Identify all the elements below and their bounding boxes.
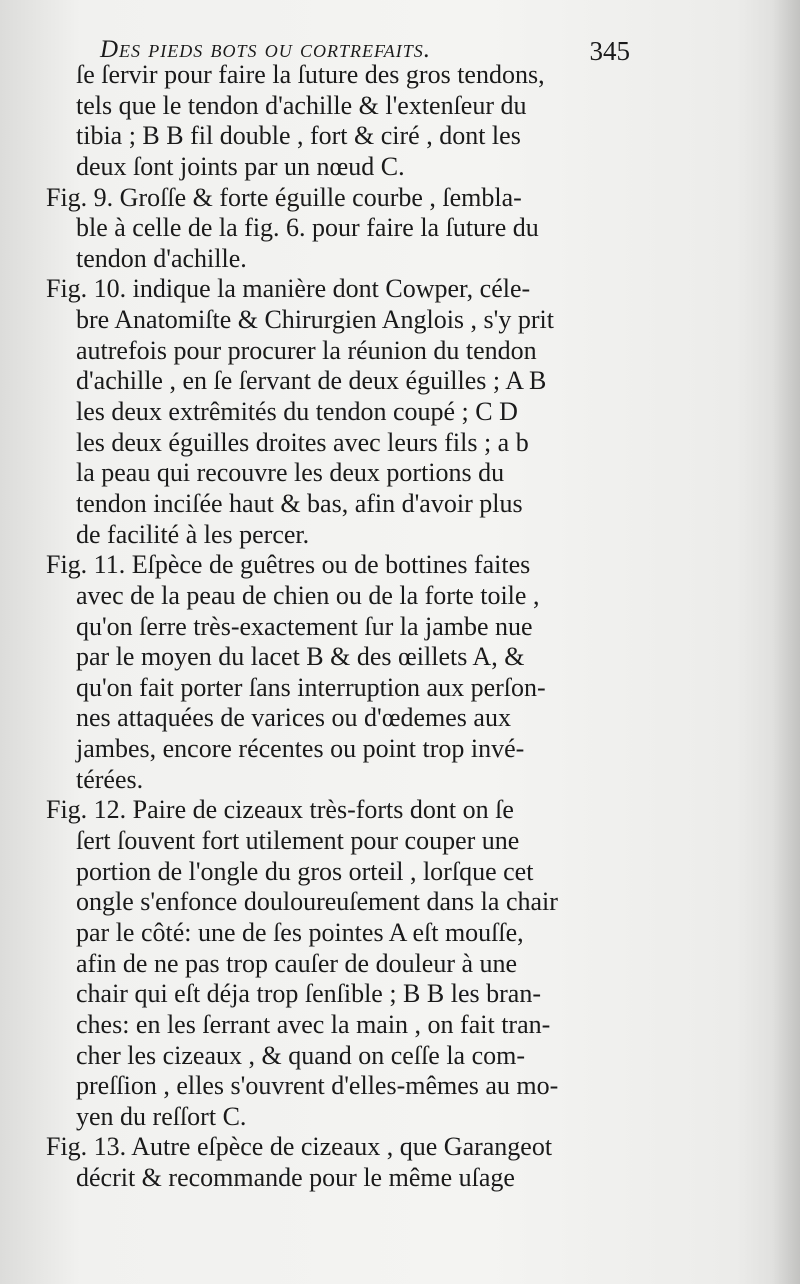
text-line: yen du reſſort C. — [76, 1101, 247, 1131]
text-line: ble à celle de la fig. 6. pour faire la ſuture du — [76, 213, 539, 243]
text-line: tibia ; B B fil double , fort & ciré , dont les — [76, 121, 521, 151]
text-line: tendon d'achille. — [76, 243, 247, 273]
text-line: portion de l'ongle du gros orteil , lorſque cet — [76, 856, 534, 886]
text-line: qu'on ſerre très-exactement ſur la jambe nue — [76, 611, 533, 641]
text-line: ches: en les ſerrant avec la main , on fait tran- — [76, 1009, 551, 1039]
text-line: nes attaquées de varices ou d'œdemes aux — [76, 703, 511, 733]
text-line: tendon inciſée haut & bas, afin d'avoir plus — [76, 488, 523, 518]
text-line: bre Anatomiſte & Chirurgien Anglois , s'y prit — [76, 305, 554, 335]
text-line: afin de ne pas trop cauſer de douleur à une — [76, 948, 518, 978]
text-line: ſe ſervir pour faire la ſuture des gros tendons, — [76, 60, 545, 89]
text-line: jambes, encore récentes ou point trop invé- — [76, 734, 525, 764]
page-number: 345 — [589, 36, 630, 66]
figure-caption-line: Fig. 10. indique la manière dont Cowper, céle- — [46, 274, 531, 304]
page-body — [46, 60, 646, 1194]
text-line: par le moyen du lacet B & des œillets A, & — [76, 642, 525, 672]
text-line: d'achille , en ſe ſervant de deux éguilles ; A B — [76, 366, 547, 396]
text-line: avec de la peau de chien ou de la forte toile , — [76, 580, 540, 610]
text-line: tels que le tendon d'achille & l'extenſeur du — [76, 90, 527, 120]
figure-caption-line: Fig. 13. Autre eſpèce de cizeaux , que Garangeot — [46, 1132, 553, 1162]
text-line: les deux extrêmités du tendon coupé ; C D — [76, 397, 518, 427]
text-line: les deux éguilles droites avec leurs fils ; a b — [76, 427, 529, 457]
text-line: de facilité à les percer. — [76, 519, 310, 549]
text-line: preſſion , elles s'ouvrent d'elles-mêmes au mo- — [76, 1071, 559, 1101]
text-line: par le côté: une de ſes pointes A eſt mouſſe, — [76, 917, 524, 947]
text-line: qu'on fait porter ſans interruption aux perſon- — [76, 672, 546, 702]
text-line: ongle s'enfonce douloureuſement dans la chair — [76, 887, 558, 917]
text-line: térées. — [76, 764, 144, 794]
running-title: Des pieds bots ou cortrefaits. — [100, 36, 431, 63]
text-line: décrit & recommande pour le même uſage — [76, 1163, 515, 1193]
text-line: deux ſont joints par un nœud C. — [76, 151, 405, 181]
text-line: la peau qui recouvre les deux portions du — [76, 458, 505, 488]
page-edge-shadow — [772, 0, 800, 1284]
text-line: cher les cizeaux , & quand on ceſſe la com- — [76, 1040, 526, 1070]
text-line: ſert ſouvent fort utilement pour couper une — [76, 826, 520, 856]
figure-caption-line: Fig. 12. Paire de cizeaux très-forts dont on ſe — [46, 795, 514, 825]
figure-caption-line: Fig. 11. Eſpèce de guêtres ou de bottines faites — [46, 550, 531, 580]
text-line: chair qui eſt déja trop ſenſible ; B B les bran- — [76, 979, 541, 1009]
text-line: autrefois pour procurer la réunion du tendon — [76, 335, 537, 365]
figure-caption-line: Fig. 9. Groſſe & forte éguille courbe , ſembla- — [46, 182, 522, 212]
